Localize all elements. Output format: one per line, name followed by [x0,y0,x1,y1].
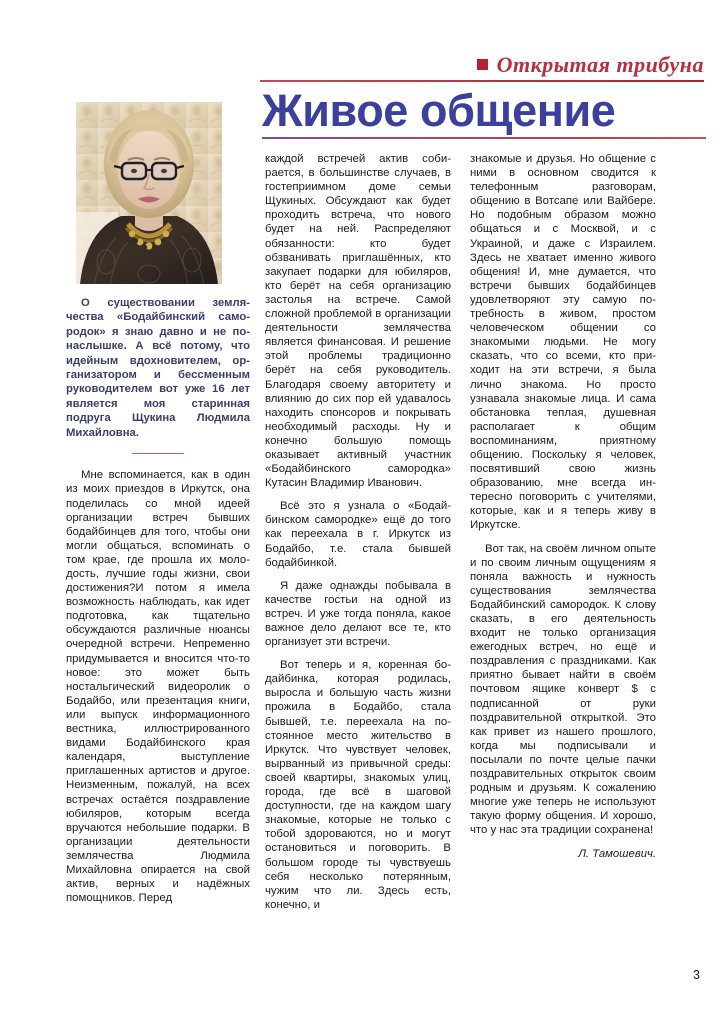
body-paragraph: знакомые и друзья. Но общение с ними в основном сводится к телефонным разговорам, общению в Вотсапе или Вайбере. Но подобным образом можно общаться и с Москвой, и с Украиной, и даже с Израилем. Здесь не хватает именно живого общения! И, мне думается, что встречи бывших бодайбинцев удовлетворяют эту самую потребность в живом, простом человеческом общении со знакомыми людьми. Не могу сказать, что со всеми, кто приходит на эти встречи, я была лично знакома. Но просто узнавала знакомые лица. И сама обстановка теплая, душевная располагает к общим воспоминаниям, приятному общению. Поскольку я человек, посвятивший свою жизнь образованию, мне всегда интересно поговорить с учителями, которые, как и я теперь живу в Иркутске. [470,153,656,532]
square-bullet-icon [477,59,488,70]
rubric-label: Открытая трибуна [496,52,704,77]
page-title: Живое общение [262,85,616,136]
text-column-2 [265,152,451,912]
lead-divider [132,453,184,454]
rubric-line [260,52,704,78]
headline-divider [262,137,706,139]
body-paragraph: Вот так, на своём личном опыте и по своим личным ощущениям я поняла важность и нужность существования землячества Бодайбинский самородок. К слову сказать, в его деятельность входит не только организация ежегодных встреч, но ещё и поздравления с праздниками. Как приятно бывает найти в своём почтовом ящике конверт $ с подписанной от руки поздравительной открыткой. Это как привет из нашего прошлого, когда мы подписывали и посылали по почте целые пачки поздравительных открыток своим родным и друзьям. К сожалению многие уже теперь не используют такую форму общения. И хорошо, что у нас эта традиции сохранена! [470,542,656,837]
portrait-photo [76,102,222,284]
body-paragraph: Мне вспоминается, как в один из моих приездов в Иркутск, она поделилась со мной идеей организации встреч бывших бодайбинцев для того, чтобы они могли общаться, вспоминать о том крае, где прошла их молодость, лучшие годы жизни, свои достижения?И потом я имела возможность наблюдать, как идет подготовка, как тщательно обсуждаются различные нюансы очередной встречи. Непременно придумывается и вносится что-то новое: это может быть ностальгический видеоролик о Бодайбо, или презентация книги, или выпуск информационного вестника, иллюстрированного видами Бодайбинского края календаря, выступление приглашенных артистов и другое. Неизменным, пожалуй, на всех встречах остаётся поздравление юбиляров, которым всегда вручаются небольшие подарки. В организации деятельности землячества Людмила Михайловна опирается на свой актив, верных и надёжных помощников. Перед [66,469,250,905]
headline-block [262,86,706,139]
lead-paragraph: О существовании землячества «Бодайбинский самородок» я знаю давно и не понаслышке. А всё потому, что идейным вдохновителем, организатором и бессменным руководителем вот уже 16 лет является моя старинная подруга Щукина Людмила Михайловна. [66,297,250,439]
body-paragraph: каждой встречей актив собирается, в большинстве случаев, в гостеприимном доме семьи Щукиных. Обсуждают как будет проходить встреча, что нового будет на ней. Распределяют обязанности: кто будет обзванивать приглашённых, кто закупает подарки для юбиляров, кто берёт на себя организацию застолья на встрече. Самой сложной проблемой в организации деятельности землячества является финансовая. И решение этой проблемы традиционно берёт на себя руководитель. Благодаря своему авторитету и влиянию до сих пор ей удавалось находить спонсоров и покрывать необходимый расходы. Ну и конечно большую помощь оказывает активный участник «Бодайбинского самородка» Кутасин Владимир Иванович. [265,153,451,490]
text-column-3 [470,152,656,861]
body-paragraph: Вот теперь и я, коренная бодайбинка, которая родилась, выросла и большую часть жизни прожила в Бодайбо, стала бывшей, т.е. переехала на постоянное место жительство в Иркутск. Что чувствует человек, вырванный из привычной среды: своей квартиры, знакомых улиц, города, где всё в шаговой доступности, где на каждом шагу знакомые, которые не только с тобой здороваются, но и могут остановиться и поговорить. В большом городе ты чувствуешь себя несколько потерянным, чужим что ли. Здесь есть, конечно, и [265,659,451,911]
author-signature: Л. Тамошевич. [578,847,656,860]
portrait-image [76,102,222,284]
page-number: 3 [693,968,700,982]
rubric-divider [260,80,704,82]
text-column-1 [66,296,250,905]
body-paragraph: Всё это я узнала о «Бодайбинском самородке» ещё до того как переехала в г. Иркутск из Бодайбо, т.е. стала бывшей бодайбинкой. [265,500,451,569]
body-paragraph: Я даже однажды побывала в качестве гостьи на одной из встреч. И уже тогда поняла, какое важное дело делают все те, кто организует эти встречи. [265,579,451,649]
rubric-header [260,52,704,82]
